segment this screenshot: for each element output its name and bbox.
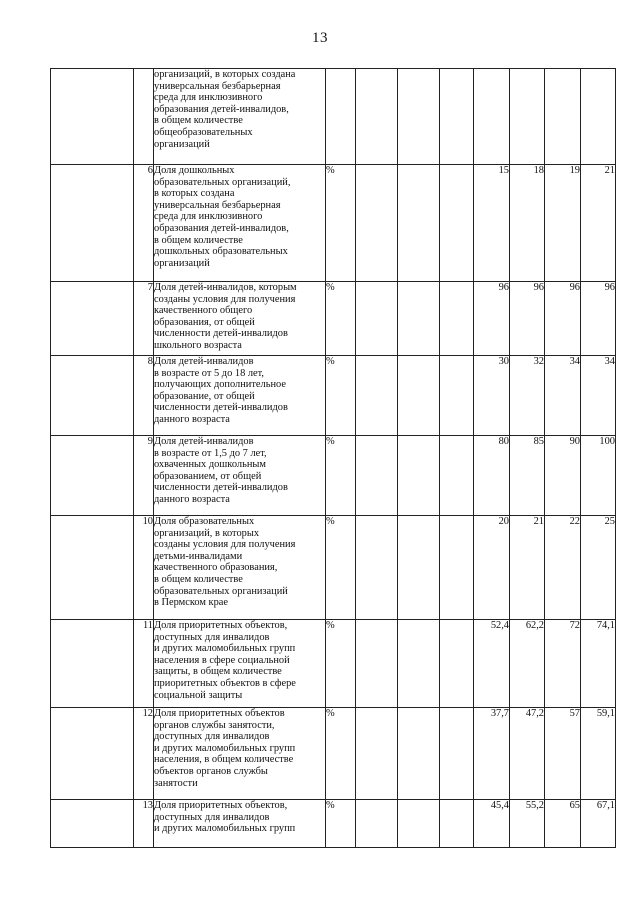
indicator-name-line: среда для инклюзивного [154,92,263,104]
indicator-name-line: общеобразовательных [154,126,253,138]
indicator-name-line: созданы условия для получения [154,539,296,551]
value-cell-v1 [356,69,398,165]
value-cell-v5: 32 [510,356,545,436]
value-cell-v6: 19 [545,165,581,282]
indicator-name [154,356,326,436]
blank-cell [51,708,134,800]
value-cell-v3 [440,165,474,282]
value-cell-v1 [356,282,398,356]
table-row [51,516,616,620]
value-cell-v7: 96 [581,282,616,356]
value-cell-v3 [440,800,474,848]
table-row [51,69,616,165]
value-cell-v1 [356,800,398,848]
value-cell-v2 [398,69,440,165]
row-number: 8 [134,356,154,436]
value-cell-v2 [398,708,440,800]
blank-cell [51,282,134,356]
value-cell-v3 [440,620,474,708]
value-cell-v1 [356,356,398,436]
indicator-name-line: образования, от общей [154,316,255,328]
indicator-name-line: населения в сфере социальной [154,654,290,666]
indicator-name-line: в общем количестве [154,234,243,246]
value-cell-v4: 37,7 [474,708,510,800]
indicator-name [154,800,326,848]
value-cell-v5: 55,2 [510,800,545,848]
indicator-name-line: данного возраста [154,493,230,505]
value-cell-v4: 15 [474,165,510,282]
row-number: 12 [134,708,154,800]
value-cell-v3 [440,356,474,436]
row-number: 7 [134,282,154,356]
table-body [51,69,616,848]
value-cell-v3 [440,708,474,800]
indicator-name-line: Доля приоритетных объектов, [154,620,288,631]
indicator-name [154,165,326,282]
unit-cell: % [326,708,356,800]
indicator-name [154,620,326,708]
value-cell-v5: 62,2 [510,620,545,708]
value-cell-v4: 52,4 [474,620,510,708]
indicator-name-line: Доля детей-инвалидов [154,436,254,447]
value-cell-v4: 45,4 [474,800,510,848]
unit-cell: % [326,516,356,620]
indicator-name-line: органов службы занятости, [154,719,275,731]
unit-cell [326,69,356,165]
row-number: 10 [134,516,154,620]
value-cell-v6: 72 [545,620,581,708]
indicator-name [154,436,326,516]
indicator-name-line: качественного общего [154,305,253,317]
indicator-name-line: в Пермском крае [154,597,229,609]
indicator-name-line: в возрасте от 5 до 18 лет, [154,367,265,379]
indicator-name [154,69,326,165]
unit-cell: % [326,165,356,282]
row-number: 6 [134,165,154,282]
indicator-name-line: Доля приоритетных объектов, [154,800,288,811]
indicator-name-line: в общем количестве [154,573,243,585]
row-number [134,69,154,165]
indicator-name-line: доступных для инвалидов [154,811,270,823]
value-cell-v4 [474,69,510,165]
indicator-name-line: качественного образования, [154,562,278,574]
value-cell-v1 [356,436,398,516]
value-cell-v7: 59,1 [581,708,616,800]
value-cell-v6: 96 [545,282,581,356]
indicator-name-line: численности детей-инвалидов [154,328,288,340]
indicator-name-line: данного возраста [154,413,230,425]
indicator-name-line: образованием, от общей [154,470,262,482]
value-cell-v1 [356,165,398,282]
indicator-name-line: универсальная безбарьерная [154,80,281,92]
value-cell-v3 [440,516,474,620]
value-cell-v5: 96 [510,282,545,356]
indicator-name-line: и других маломобильных групп [154,742,296,754]
value-cell-v7: 21 [581,165,616,282]
indicator-name-line: Доля детей-инвалидов [154,356,254,367]
indicator-name-line: в возрасте от 1,5 до 7 лет, [154,447,267,459]
value-cell-v6: 22 [545,516,581,620]
indicator-name-line: организаций [154,257,210,269]
value-cell-v4: 30 [474,356,510,436]
blank-cell [51,620,134,708]
indicator-name-line: Доля детей-инвалидов, которым [154,282,297,293]
indicator-name-line: численности детей-инвалидов [154,402,288,414]
value-cell-v5: 21 [510,516,545,620]
value-cell-v2 [398,356,440,436]
value-cell-v7: 67,1 [581,800,616,848]
value-cell-v7: 34 [581,356,616,436]
blank-cell [51,516,134,620]
indicator-name-line: созданы условия для получения [154,293,296,305]
value-cell-v7 [581,69,616,165]
value-cell-v6 [545,69,581,165]
value-cell-v2 [398,282,440,356]
table-row [51,708,616,800]
value-cell-v3 [440,282,474,356]
indicator-name-line: образовательных организаций, [154,176,291,188]
value-cell-v4: 80 [474,436,510,516]
value-cell-v6: 57 [545,708,581,800]
value-cell-v7: 25 [581,516,616,620]
table-row [51,620,616,708]
table-row [51,165,616,282]
indicator-name [154,282,326,356]
indicator-name-line: объектов органов службы [154,765,268,777]
indicator-name-line: Доля образовательных [154,516,255,527]
value-cell-v2 [398,800,440,848]
indicator-name-line: охваченных дошкольным [154,459,266,471]
page-number: 13 [312,30,328,46]
value-cell-v6: 65 [545,800,581,848]
value-cell-v7: 74,1 [581,620,616,708]
value-cell-v7: 100 [581,436,616,516]
indicator-name-line: дошкольных образовательных [154,246,288,258]
indicator-name-line: получающих дополнительное [154,379,286,391]
indicator-name-line: доступных для инвалидов [154,731,270,743]
indicator-name-line: универсальная безбарьерная [154,199,281,211]
indicator-name-line: численности детей-инвалидов [154,482,288,494]
indicator-name-line: организаций, в которых [154,527,260,539]
unit-cell: % [326,356,356,436]
indicator-name-line: и других маломобильных групп [154,823,296,835]
table-row [51,282,616,356]
indicator-name-line: социальной защиты [154,689,243,701]
indicator-name [154,708,326,800]
unit-cell: % [326,282,356,356]
value-cell-v2 [398,436,440,516]
value-cell-v4: 96 [474,282,510,356]
indicator-name-line: доступных для инвалидов [154,631,270,643]
value-cell-v6: 34 [545,356,581,436]
value-cell-v1 [356,708,398,800]
indicator-name-line: школьного возраста [154,339,242,351]
value-cell-v5 [510,69,545,165]
indicator-name-line: в общем количестве [154,115,243,127]
unit-cell: % [326,436,356,516]
table-row [51,800,616,848]
indicator-name-line: образования детей-инвалидов, [154,103,289,115]
value-cell-v3 [440,436,474,516]
indicator-name-line: Доля дошкольных [154,165,235,176]
value-cell-v3 [440,69,474,165]
table-row [51,436,616,516]
blank-cell [51,800,134,848]
value-cell-v2 [398,620,440,708]
value-cell-v5: 85 [510,436,545,516]
blank-cell [51,436,134,516]
indicator-name-line: в которых создана [154,188,235,200]
indicator-name-line: организаций [154,138,210,150]
indicator-name-line: и других маломобильных групп [154,643,296,655]
indicator-name-line: детьми-инвалидами [154,550,243,562]
row-number: 11 [134,620,154,708]
indicator-name-line: образования детей-инвалидов, [154,222,289,234]
unit-cell: % [326,800,356,848]
indicator-name-line: среда для инклюзивного [154,211,263,223]
value-cell-v5: 47,2 [510,708,545,800]
indicator-name-line: организаций, в которых создана [154,69,296,80]
indicator-name-line: Доля приоритетных объектов [154,708,285,719]
indicator-name-line: занятости [154,777,198,789]
value-cell-v5: 18 [510,165,545,282]
indicator-name-line: приоритетных объектов в сфере [154,677,296,689]
indicator-name-line: защиты, в общем количестве [154,666,282,678]
blank-cell [51,165,134,282]
row-number: 13 [134,800,154,848]
indicator-name-line: образование, от общей [154,390,255,402]
blank-cell [51,69,134,165]
indicator-name-line: населения, в общем количестве [154,754,294,766]
value-cell-v1 [356,620,398,708]
value-cell-v1 [356,516,398,620]
row-number: 9 [134,436,154,516]
value-cell-v2 [398,165,440,282]
value-cell-v4: 20 [474,516,510,620]
indicator-name-line: образовательных организаций [154,585,288,597]
blank-cell [51,356,134,436]
value-cell-v2 [398,516,440,620]
table-row [51,356,616,436]
indicator-name [154,516,326,620]
indicators-table [50,68,616,848]
value-cell-v6: 90 [545,436,581,516]
unit-cell: % [326,620,356,708]
